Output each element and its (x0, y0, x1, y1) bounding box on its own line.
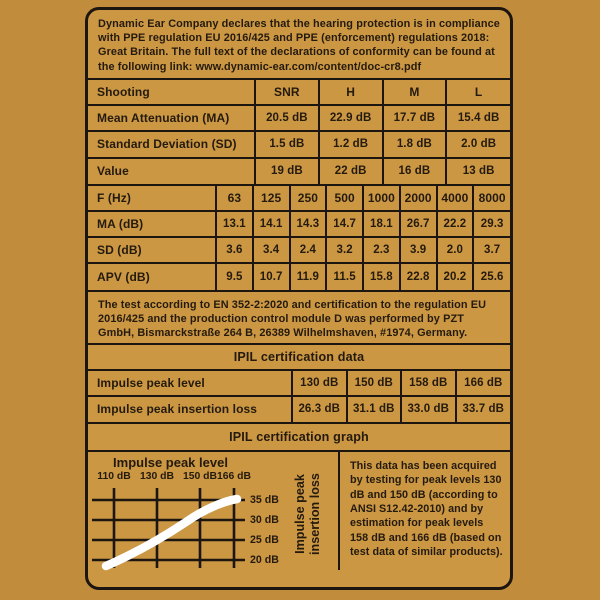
table-cell: 2000 (400, 185, 437, 211)
table-cell: 33.0 dB (401, 396, 456, 422)
graph-y-axis-title-line1: Impulse peak (293, 473, 307, 554)
table-cell: 3.7 (473, 237, 510, 263)
table-cell: 150 dB (347, 370, 402, 396)
axis-tick-label: 110 dB (97, 470, 131, 482)
table-cell: SNR (255, 79, 319, 105)
table-cell: Value (88, 158, 255, 184)
table-cell: 2.0 (437, 237, 474, 263)
table-cell: 14.7 (326, 211, 363, 237)
ipil-graph-header: IPIL certification graph (88, 422, 510, 450)
table-cell: 22.9 dB (319, 105, 383, 131)
table-cell: 13.1 (216, 211, 253, 237)
frequency-table (88, 184, 510, 290)
table-cell: 33.7 dB (456, 396, 511, 422)
table-cell: 1000 (363, 185, 400, 211)
table-cell: Impulse peak insertion loss (88, 396, 292, 422)
table-cell: H (319, 79, 383, 105)
table-cell: 29.3 (473, 211, 510, 237)
table-cell: 22.8 (400, 263, 437, 289)
table-cell: 20.5 dB (255, 105, 319, 131)
table-cell: Mean Attenuation (MA) (88, 105, 255, 131)
table-cell: 125 (253, 185, 290, 211)
axis-tick-label: 150 dB (182, 470, 218, 482)
table-cell: Impulse peak level (88, 370, 292, 396)
table-cell: 14.1 (253, 211, 290, 237)
table-cell: MA (dB) (88, 211, 216, 237)
axis-tick-label: 166 dB (216, 470, 252, 482)
table-cell: 10.7 (253, 263, 290, 289)
table-cell: APV (dB) (88, 263, 216, 289)
table-cell: 2.0 dB (446, 131, 510, 157)
table-cell: 11.5 (326, 263, 363, 289)
table-cell: 16 dB (383, 158, 447, 184)
table-cell: 25.6 (473, 263, 510, 289)
table-cell: 31.1 dB (347, 396, 402, 422)
table-cell: 2.3 (363, 237, 400, 263)
table-cell: 8000 (473, 185, 510, 211)
shooting-table (88, 78, 510, 184)
table-cell: 3.4 (253, 237, 290, 263)
table-cell: 15.4 dB (446, 105, 510, 131)
table-cell: 15.8 (363, 263, 400, 289)
table-cell: 3.6 (216, 237, 253, 263)
table-cell: 19 dB (255, 158, 319, 184)
insertion-loss-curve (106, 499, 237, 566)
table-cell: 166 dB (456, 370, 511, 396)
table-cell: 1.8 dB (383, 131, 447, 157)
axis-tick-label: 20 dB (250, 553, 279, 566)
table-cell: SD (dB) (88, 237, 216, 263)
graph-y-axis-title (293, 458, 337, 570)
bottom-section (88, 450, 510, 570)
table-cell: 63 (216, 185, 253, 211)
table-cell: 1.2 dB (319, 131, 383, 157)
table-cell: Shooting (88, 79, 255, 105)
table-cell: 500 (326, 185, 363, 211)
table-cell: 1.5 dB (255, 131, 319, 157)
table-cell: 18.1 (363, 211, 400, 237)
table-cell: Standard Deviation (SD) (88, 131, 255, 157)
table-cell: 9.5 (216, 263, 253, 289)
ipil-data-header: IPIL certification data (88, 343, 510, 369)
acquired-note: This data has been acquired by testing for peak levels 130 dB and 150 dB (according to ANSI S12.42-2010) and by estimation for peak levels 158 dB and 166 dB (based on test data of similar products). (350, 459, 503, 559)
table-cell: 26.7 (400, 211, 437, 237)
axis-tick-label: 130 dB (139, 470, 175, 482)
table-cell: 14.3 (290, 211, 327, 237)
axis-tick-label: 35 dB (250, 493, 279, 506)
ipil-table (88, 369, 510, 422)
declaration-text: Dynamic Ear Company declares that the hearing protection is in compliance with PPE regulation EU 2016/425 and PPE (enforcement) regulations 2018: Great Britain. The full text of the declarations of conformity can be found at the following link: www.dynamic-ear.com/content/doc-cr8.pdf (98, 18, 500, 73)
axis-tick-label: 30 dB (250, 513, 279, 526)
table-cell: 130 dB (292, 370, 347, 396)
axis-tick-label: 25 dB (250, 533, 279, 546)
table-cell: 13 dB (446, 158, 510, 184)
table-cell: 22 dB (319, 158, 383, 184)
graph-title: Impulse peak level (113, 454, 228, 470)
graph-y-axis-title-line2: insertion loss (307, 472, 322, 555)
table-cell: F (Hz) (88, 185, 216, 211)
table-cell: 2.4 (290, 237, 327, 263)
table-cell: 4000 (437, 185, 474, 211)
table-cell: M (383, 79, 447, 105)
certification-card (85, 7, 513, 590)
table-cell: 3.2 (326, 237, 363, 263)
table-cell: 20.2 (437, 263, 474, 289)
test-note: The test according to EN 352-2:2020 and certification to the regulation EU 2016/425 and the production control module D was performed by PZT GmbH, Bismarckstraße 264 B, 26389 Wilhelmshaven, #1974, Germany. (88, 290, 510, 343)
table-cell: 3.9 (400, 237, 437, 263)
table-cell: 158 dB (401, 370, 456, 396)
table-cell: 250 (290, 185, 327, 211)
table-cell: 26.3 dB (292, 396, 347, 422)
table-cell: L (446, 79, 510, 105)
table-cell: 17.7 dB (383, 105, 447, 131)
ipil-graph (88, 452, 340, 570)
table-cell: 11.9 (290, 263, 327, 289)
table-cell: 22.2 (437, 211, 474, 237)
